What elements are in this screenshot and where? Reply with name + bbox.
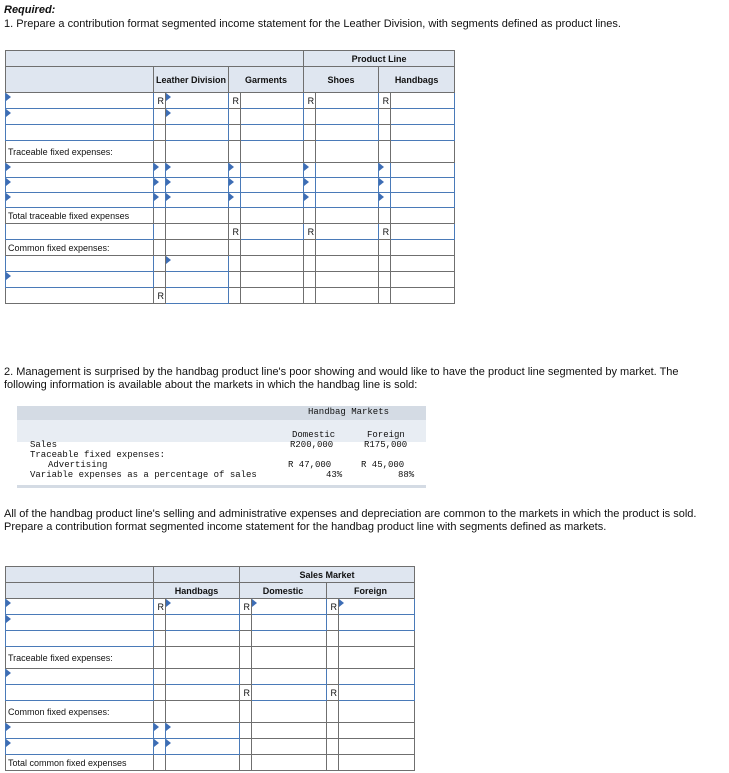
amount-input[interactable] [166, 178, 229, 193]
amount-input[interactable] [229, 193, 241, 208]
variable-expenses-label: Variable expenses as a percentage of sales [30, 470, 257, 480]
amount-input[interactable] [154, 193, 166, 208]
amount-input[interactable] [304, 178, 316, 193]
amount-input[interactable] [316, 178, 379, 193]
dropdown-arrow-icon [154, 739, 159, 747]
amount-input[interactable] [391, 193, 455, 208]
currency-symbol: R [304, 93, 316, 109]
amount-input[interactable] [391, 178, 455, 193]
currency-symbol: R [154, 288, 166, 304]
amount-input[interactable] [241, 193, 304, 208]
amount-input[interactable] [391, 125, 455, 141]
dropdown-arrow-icon [252, 599, 257, 607]
amount-input[interactable] [241, 178, 304, 193]
row-label-input[interactable] [6, 125, 154, 141]
amount-input[interactable] [241, 224, 304, 240]
amount-input[interactable] [229, 163, 241, 178]
dropdown-arrow-icon [6, 109, 11, 117]
amount-input[interactable] [252, 615, 327, 631]
sales-foreign: R175,000 [364, 440, 408, 450]
common-fixed-expenses-label: Common fixed expenses: [6, 701, 154, 723]
traceable-fixed-label: Traceable fixed expenses: [30, 450, 166, 460]
traceable-fixed-expenses-label: Traceable fixed expenses: [6, 141, 154, 163]
dropdown-arrow-icon [166, 256, 171, 264]
amount-input[interactable] [166, 615, 240, 631]
advertising-foreign: R 45,000 [361, 460, 405, 470]
foreign-header: Foreign [327, 583, 415, 599]
amount-input[interactable] [379, 163, 391, 178]
dropdown-arrow-icon [166, 178, 171, 186]
currency-symbol: R [229, 93, 241, 109]
instruction-text: All of the handbag product line's selling and administrative expenses and depreciation are common to the markets in which the product is sold. Prepare a contribution format segmented income statement for the handbag product line with segments defined as markets. [4, 508, 697, 533]
shoes-header: Shoes [304, 67, 379, 93]
question-1-text: 1. Prepare a contribution format segmented income statement for the Leather Division, with segments defined as product lines. [4, 18, 621, 30]
dropdown-arrow-icon [304, 163, 309, 171]
amount-input[interactable] [379, 193, 391, 208]
dropdown-arrow-icon [154, 723, 159, 731]
amount-input[interactable] [166, 739, 240, 755]
amount-input[interactable] [391, 93, 455, 109]
dropdown-arrow-icon [154, 193, 159, 201]
dropdown-arrow-icon [6, 615, 11, 623]
traceable-fixed-expenses-label: Traceable fixed expenses: [6, 647, 154, 669]
amount-input[interactable] [166, 163, 229, 178]
amount-input[interactable] [339, 599, 415, 615]
dropdown-arrow-icon [154, 178, 159, 186]
advertising-label: Advertising [48, 460, 108, 470]
currency-symbol: R [240, 685, 252, 701]
row-label-input[interactable] [6, 685, 154, 701]
amount-input[interactable] [241, 109, 304, 125]
amount-input[interactable] [154, 178, 166, 193]
currency-symbol: R [379, 224, 391, 240]
amount-input[interactable] [154, 723, 166, 739]
question-2-text: 2. Management is surprised by the handbag product line's poor showing and would like to have the product line segmented by market. The following information is available about the markets in which the handbag line is sold: [4, 366, 679, 391]
required-heading: Required: [4, 4, 56, 16]
handbag-markets-info [17, 406, 426, 488]
variable-foreign: 88% [398, 470, 415, 480]
amount-input[interactable] [154, 163, 166, 178]
dropdown-arrow-icon [6, 599, 11, 607]
dropdown-arrow-icon [229, 163, 234, 171]
dropdown-arrow-icon [154, 163, 159, 171]
row-label-input[interactable] [6, 109, 154, 125]
amount-input[interactable] [316, 125, 379, 141]
currency-symbol: R [327, 685, 339, 701]
leather-division-table [5, 50, 455, 304]
amount-input[interactable] [316, 193, 379, 208]
amount-input[interactable] [166, 599, 240, 615]
row-label-input[interactable] [6, 723, 154, 739]
currency-symbol: R [327, 599, 339, 615]
dropdown-arrow-icon [166, 723, 171, 731]
amount-input[interactable] [316, 93, 379, 109]
dropdown-arrow-icon [379, 178, 384, 186]
amount-input[interactable] [241, 125, 304, 141]
dropdown-arrow-icon [304, 178, 309, 186]
amount-input[interactable] [241, 163, 304, 178]
total-traceable-fixed-expenses-label: Total traceable fixed expenses [6, 208, 154, 224]
dropdown-arrow-icon [6, 669, 11, 677]
amount-input[interactable] [166, 109, 229, 125]
sales-market-header: Sales Market [240, 567, 415, 583]
foreign-col-header: Foreign [367, 430, 405, 440]
amount-input[interactable] [166, 669, 240, 685]
dropdown-arrow-icon [166, 109, 171, 117]
dropdown-arrow-icon [6, 272, 11, 280]
amount-input[interactable] [304, 193, 316, 208]
amount-input[interactable] [316, 109, 379, 125]
domestic-col-header: Domestic [292, 430, 336, 440]
row-label-input[interactable] [6, 631, 154, 647]
amount-input[interactable] [154, 739, 166, 755]
row-label-input[interactable] [6, 615, 154, 631]
markets-title: Handbag Markets [308, 407, 390, 417]
row-label-input[interactable] [6, 93, 154, 109]
row-label-input[interactable] [6, 193, 154, 208]
amount-input[interactable] [166, 272, 229, 288]
amount-input[interactable] [304, 163, 316, 178]
sales-label: Sales [30, 440, 58, 450]
handbags-header: Handbags [154, 583, 240, 599]
currency-symbol: R [379, 93, 391, 109]
currency-symbol: R [304, 224, 316, 240]
amount-input[interactable] [391, 109, 455, 125]
row-label-input[interactable] [6, 272, 154, 288]
handbags-header: Handbags [379, 67, 455, 93]
amount-input[interactable] [316, 224, 379, 240]
dropdown-arrow-icon [166, 93, 171, 101]
total-common-fixed-expenses-label: Total common fixed expenses [6, 755, 154, 771]
common-fixed-expenses-label: Common fixed expenses: [6, 240, 154, 256]
product-line-header: Product Line [304, 51, 455, 67]
amount-input[interactable] [166, 125, 229, 141]
amount-input[interactable] [166, 193, 229, 208]
row-label-input[interactable] [6, 178, 154, 193]
row-label-input[interactable] [6, 669, 154, 685]
row-label-input[interactable] [6, 256, 154, 272]
dropdown-arrow-icon [166, 193, 171, 201]
row-label-input[interactable] [6, 163, 154, 178]
dropdown-arrow-icon [229, 178, 234, 186]
amount-input[interactable] [391, 163, 455, 178]
amount-input[interactable] [166, 93, 229, 109]
dropdown-arrow-icon [6, 193, 11, 201]
amount-input[interactable] [339, 685, 415, 701]
amount-input[interactable] [166, 288, 229, 304]
amount-input[interactable] [391, 224, 455, 240]
handbag-market-table [5, 566, 415, 771]
amount-input[interactable] [252, 669, 327, 685]
currency-symbol: R [229, 224, 241, 240]
dropdown-arrow-icon [166, 739, 171, 747]
dropdown-arrow-icon [166, 599, 171, 607]
dropdown-arrow-icon [379, 163, 384, 171]
variable-domestic: 43% [326, 470, 343, 480]
amount-input[interactable] [166, 256, 229, 272]
sales-domestic: R200,000 [290, 440, 334, 450]
amount-input[interactable] [241, 93, 304, 109]
row-label-input[interactable] [6, 739, 154, 755]
leather-division-header: Leather Division [154, 67, 229, 93]
dropdown-arrow-icon [339, 599, 344, 607]
currency-symbol: R [240, 599, 252, 615]
domestic-header: Domestic [240, 583, 327, 599]
dropdown-arrow-icon [6, 178, 11, 186]
row-label-input[interactable] [6, 599, 154, 615]
currency-symbol: R [154, 93, 166, 109]
row-label-input[interactable] [6, 224, 154, 240]
amount-input[interactable] [166, 723, 240, 739]
amount-input[interactable] [316, 163, 379, 178]
dropdown-arrow-icon [379, 193, 384, 201]
amount-input[interactable] [252, 599, 327, 615]
advertising-domestic: R 47,000 [288, 460, 332, 470]
dropdown-arrow-icon [6, 739, 11, 747]
amount-input[interactable] [379, 178, 391, 193]
dropdown-arrow-icon [6, 163, 11, 171]
amount-input[interactable] [339, 669, 415, 685]
dropdown-arrow-icon [6, 93, 11, 101]
dropdown-arrow-icon [229, 193, 234, 201]
garments-header: Garments [229, 67, 304, 93]
currency-symbol: R [154, 599, 166, 615]
dropdown-arrow-icon [304, 193, 309, 201]
amount-input[interactable] [339, 615, 415, 631]
amount-input[interactable] [229, 178, 241, 193]
amount-input[interactable] [252, 685, 327, 701]
dropdown-arrow-icon [6, 723, 11, 731]
dropdown-arrow-icon [166, 163, 171, 171]
